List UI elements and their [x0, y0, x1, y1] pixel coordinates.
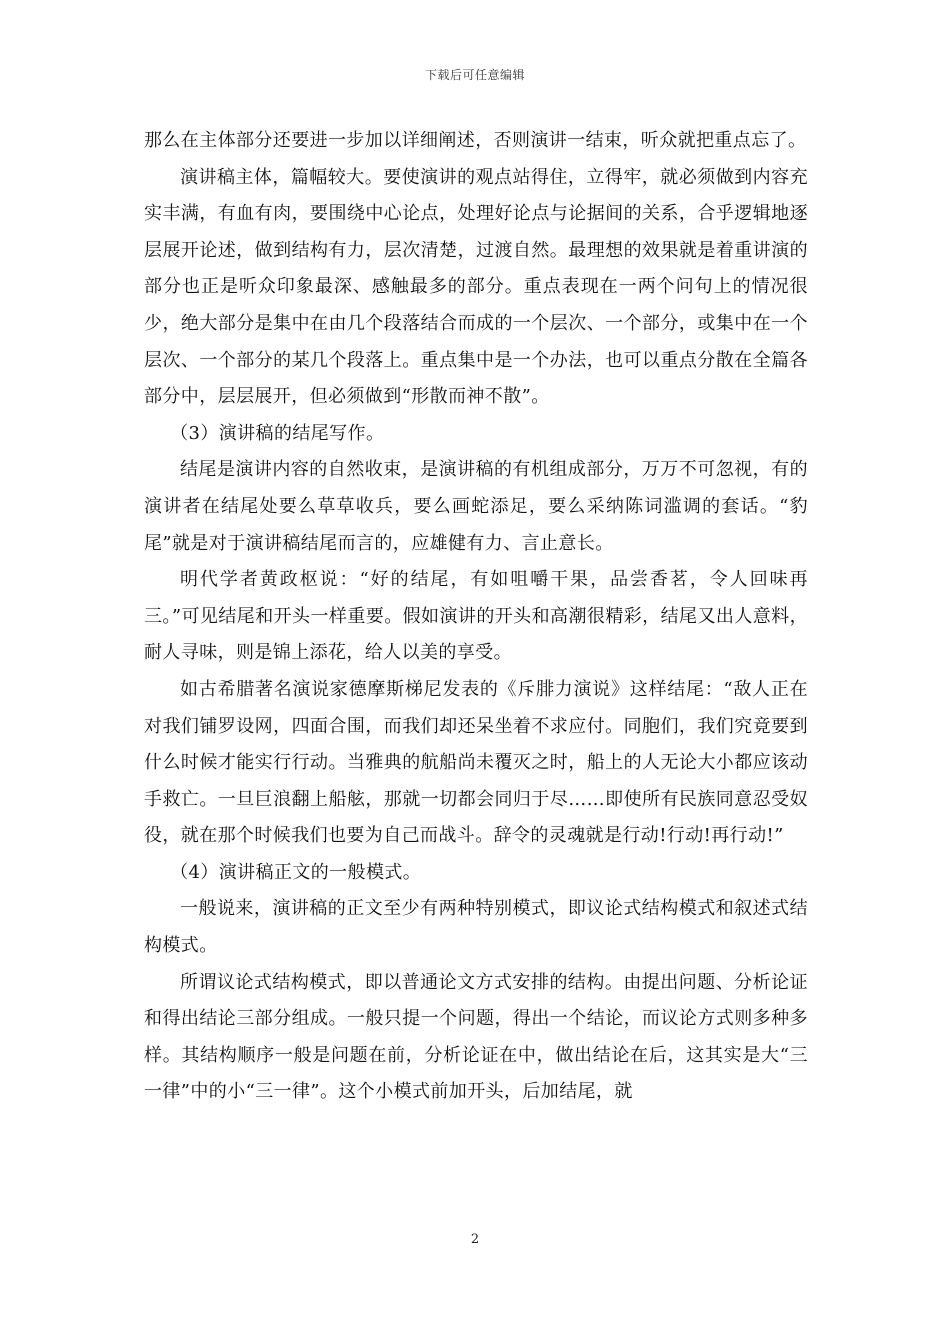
paragraph-ending-intro: 结尾是演讲内容的自然收束，是演讲稿的有机组成部分，万万不可忽视，有的演讲者在结尾处要么草草收兵，要么画蛇添足，要么采纳陈词滥调的套话。“豹尾”就是对于演讲稿结尾而言的，应雄健有力、言止意长。 [144, 459, 808, 554]
page-number: 2 [470, 1232, 480, 1247]
paragraph-continuation: 那么在主体部分还要进一步加以详细阐述，否则演讲一结束，听众就把重点忘了。 [144, 130, 807, 151]
document-body [144, 123, 808, 1111]
paragraph-ending-example: 如古希腊著名演说家德摩斯梯尼发表的《斥腓力演说》这样结尾：“敌人正在对我们铺罗设网，四面合围，而我们却还呆坐着不求应付。同胞们，我们究竟要到什么时候才能实行行动。当雅典的航船尚未覆灭之时，船上的人无论大小都应该动手救亡。一旦巨浪翻上船舷，那就一切都会同归于尽……即使所有民族同意忍受奴役，就在那个时候我们也要为自己而战斗。辞令的灵魂就是行动!行动!再行动!” [144, 678, 808, 847]
section-heading-ending: （3）演讲稿的结尾写作。 [170, 422, 385, 444]
paragraph-ending-quote: 明代学者黄政枢说：“好的结尾，有如咀嚼干果，品尝香茗，令人回味再三。”可见结尾和开头一样重要。假如演讲的开头和高潮很精彩，结尾又出人意料，耐人寻味，则是锦上添花，给人以美的享受。 [144, 569, 808, 664]
paragraph-argument-model: 所谓议论式结构模式，即以普通论文方式安排的结构。由提出问题、分析论证和得出结论三部分组成。一般只提一个问题，得出一个结论，而议论方式则多种多样。其结构顺序一般是问题在前，分析论证在中，做出结论在后，这其实是大“三一律”中的小“三一律”。这个小模式前加开头，后加结尾，就 [144, 971, 808, 1103]
paragraph-speech-body: 演讲稿主体，篇幅较大。要使演讲的观点站得住，立得牢，就必须做到内容充实丰满，有血有肉，要围绕中心论点，处理好论点与论据间的关系，合乎逻辑地逐层展开论述，做到结构有力，层次清楚，过渡自然。最理想的效果就是着重讲演的部分也正是听众印象最深、感触最多的部分。重点表现在一两个问句上的情况很少，绝大部分是集中在由几个段落结合而成的一个层次、一个部分，或集中在一个层次、一个部分的某几个段落上。重点集中是一个办法，也可以重点分散在全篇各部分中，层层展开，但必须做到“形散而神不散”。 [144, 166, 808, 408]
section-heading-model: （4）演讲稿正文的一般模式。 [170, 861, 422, 883]
page-header: 下载后可任意编辑 [424, 68, 525, 82]
paragraph-model-intro: 一般说来，演讲稿的正文至少有两种特别模式，即议论式结构模式和叙述式结构模式。 [144, 898, 808, 957]
